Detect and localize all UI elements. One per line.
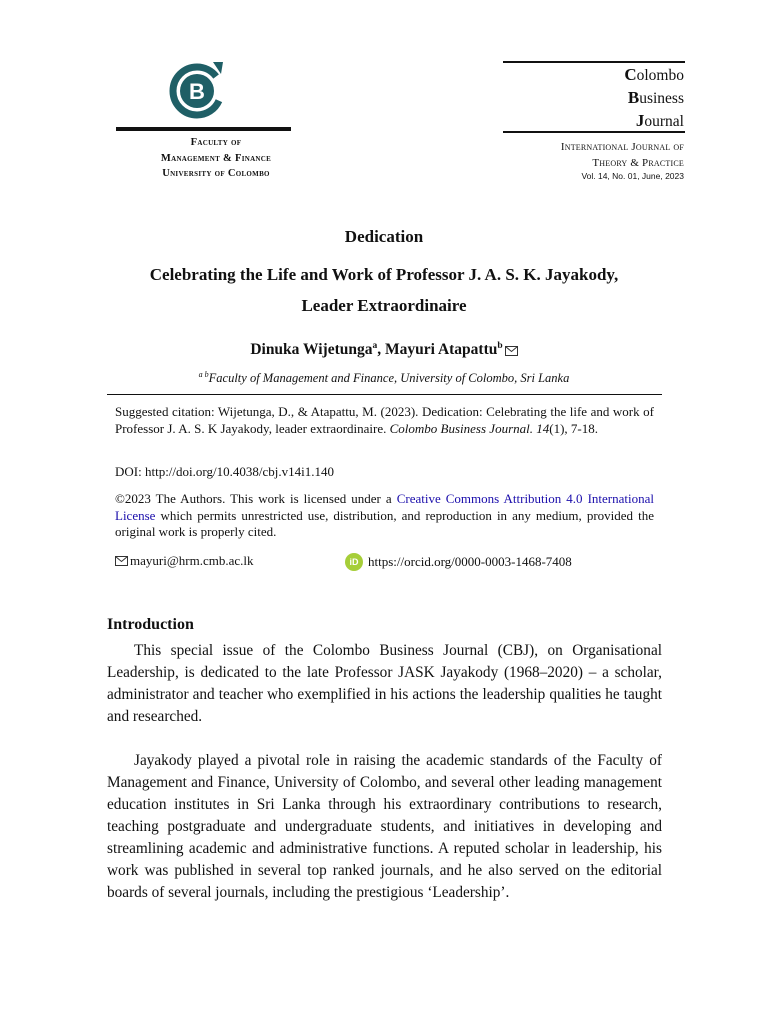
journal-subtitle [561, 139, 684, 171]
contact-row [115, 553, 654, 571]
author-sup: a [372, 341, 378, 351]
journal-initial: J [635, 111, 645, 130]
citation-journal: Colombo Business Journal. 14 [389, 420, 550, 436]
mail-icon[interactable] [505, 346, 518, 356]
faculty-line: University of Colombo [162, 168, 270, 179]
journal-initial: C [624, 65, 637, 84]
affiliation-text: Faculty of Management and Finance, University of Colombo, Sri Lanka [208, 371, 570, 386]
license-text: ©2023 The Authors. This work is licensed under a [115, 491, 397, 506]
author-name: Mayuri Atapattu [385, 341, 498, 359]
logo-letter: B [189, 79, 205, 104]
paragraph: Jayakody played a pivotal role in raising the academic standards of the Faculty of Management and Finance, University of Colombo, and several other leading management education institutes in Sri Lanka through his extraordinary contributions to research, teaching postgraduate and undergraduate students, and initiatives in developing and streamlining academic and administrative functions. A reputed scholar in leadership, his work was published in several top ranked journals, and he also served on the editorial boards of several journals, including the prestigious ‘Leadership’. [107, 752, 662, 901]
article-title [0, 259, 768, 321]
affiliation-sup: a b [198, 370, 209, 379]
email-address[interactable]: mayuri@hrm.cmb.ac.lk [130, 553, 254, 568]
affiliation [0, 370, 768, 386]
affiliation-rule [107, 394, 662, 395]
journal-initial: B [627, 88, 640, 107]
faculty-name [116, 135, 316, 182]
author-list: Dinuka Wijetunga$^a$, Mayuri Atapattu$^b$ [0, 341, 768, 359]
license-statement [115, 491, 654, 541]
journal-word: ournal [644, 113, 684, 130]
title-line: Leader Extraordinaire [301, 296, 467, 315]
license-suffix: which permits unrestricted use, distribution, and reproduction in any medium, provided the original work is properly cited. [115, 507, 654, 539]
mail-icon [115, 556, 128, 566]
faculty-line: Faculty of [190, 137, 242, 148]
volume-info: Vol. 14, No. 01, June, 2023 [581, 171, 684, 181]
journal-subtitle-line: Theory & Practice [592, 157, 684, 169]
author-name: Dinuka Wijetunga [250, 341, 373, 359]
header-right-rule-mid [503, 131, 685, 133]
orcid-link[interactable]: https://orcid.org/0000-0003-1468-7408 [368, 554, 572, 569]
section-heading: Introduction [107, 616, 194, 633]
title-line: Celebrating the Life and Work of Professor J. A. S. K. Jayakody, [149, 265, 619, 284]
email-contact[interactable] [115, 553, 254, 569]
doi-link[interactable]: DOI: http://doi.org/10.4038/cbj.v14i1.140 [115, 464, 334, 479]
paragraph: This special issue of the Colombo Business Journal (CBJ), on Organisational Leadership, is dedicated to the late Professor JASK Jayakody (1968–2020) – a scholar, administrator and teacher who exemplified in his actions the leadership qualities he taught and researched. [107, 642, 662, 725]
author-sup: b [497, 341, 503, 351]
suggested-citation [115, 404, 654, 437]
article-type: Dedication [344, 227, 424, 246]
header-right-rule-top [503, 61, 685, 63]
journal-word: usiness [639, 90, 684, 107]
header-left-rule [116, 127, 291, 131]
journal-word: olombo [636, 67, 684, 84]
faculty-logo [167, 58, 229, 120]
journal-name [624, 64, 684, 133]
license-link[interactable]: Creative Commons Attribution 4.0 International License [115, 491, 654, 523]
citation-text: Suggested citation: Wijetunga, D., & Atapattu, M. (2023). Dedication: Celebrating the life and work of Professor J. A. S. K Jayakody, leader extraordinaire. [115, 404, 654, 436]
orcid-contact[interactable] [345, 553, 572, 571]
citation-suffix: (1), 7-18. [549, 420, 598, 436]
journal-subtitle-line: International Journal of [560, 141, 684, 153]
faculty-line: Management & Finance [160, 152, 272, 164]
orcid-icon: iD [345, 553, 363, 571]
